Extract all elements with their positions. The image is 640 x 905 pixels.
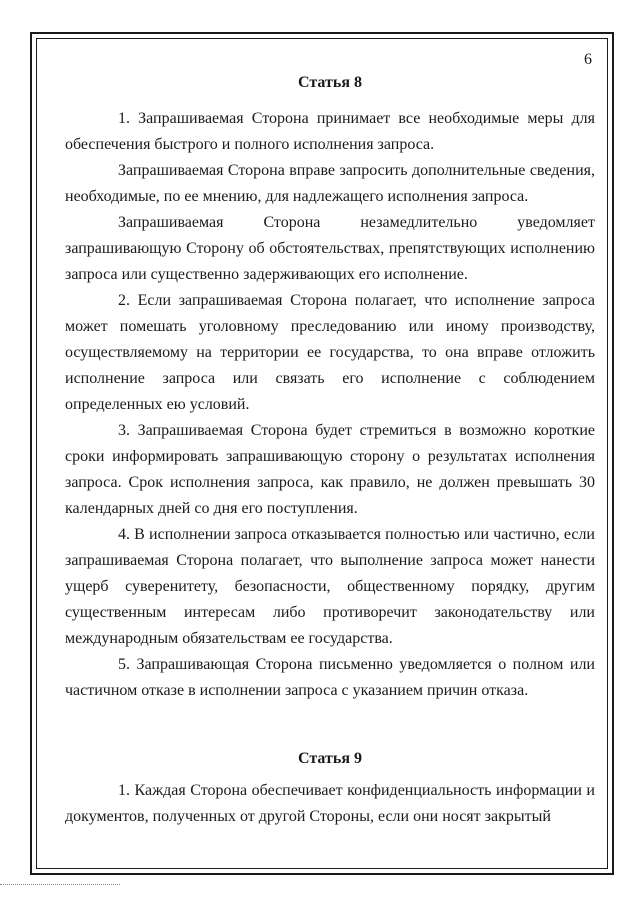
article-8-paragraph-3: 3. Запрашиваемая Сторона будет стремиться в возможно короткие сроки информировать запрашивающую сторону о результатах исполнения запроса. Срок исполнения запроса, как правило, не должен превышать 30 календарных дней со дня его поступления.: [65, 422, 595, 517]
article-9-heading: Статья 9: [298, 750, 362, 767]
document-body: [65, 70, 595, 830]
article-8-paragraph-2: 2. Если запрашиваемая Сторона полагает, что исполнение запроса может помешать уголовному преследованию или иному производству, осуществляемому на территории ее государства, то она вправе отложить исполнение запроса или связать его исполнение с соблюдением определенных ею условий.: [65, 292, 595, 413]
page-number: 6: [584, 51, 592, 68]
scan-edge-mark: [0, 884, 120, 886]
article-8-paragraph-1: 1. Запрашиваемая Сторона принимает все необходимые меры для обеспечения быстрого и полного исполнения запроса.: [65, 110, 595, 153]
article-8-paragraph-4: 4. В исполнении запроса отказывается полностью или частично, если запрашиваемая Сторона полагает, что выполнение запроса может нанести ущерб суверенитету, безопасности, общественному порядку, другим существенным интересам либо противоречит законодательству или международным обязательствам ее государства.: [65, 526, 595, 647]
article-8-paragraph-1c: Запрашиваемая Сторона незамедлительно уведомляет запрашивающую Сторону об обстоятельствах, препятствующих исполнению запроса или существенно задерживающих его исполнение.: [65, 214, 595, 283]
article-8-heading: Статья 8: [298, 74, 362, 91]
article-8-paragraph-5: 5. Запрашивающая Сторона письменно уведомляется о полном или частичном отказе в исполнении запроса с указанием причин отказа.: [65, 656, 595, 699]
article-9-paragraph-1: 1. Каждая Сторона обеспечивает конфиденциальность информации и документов, полученных от другой Стороны, если они носят закрытый: [65, 782, 595, 825]
article-8-paragraph-1b: Запрашиваемая Сторона вправе запросить дополнительные сведения, необходимые, по ее мнению, для надлежащего исполнения запроса.: [65, 162, 595, 205]
